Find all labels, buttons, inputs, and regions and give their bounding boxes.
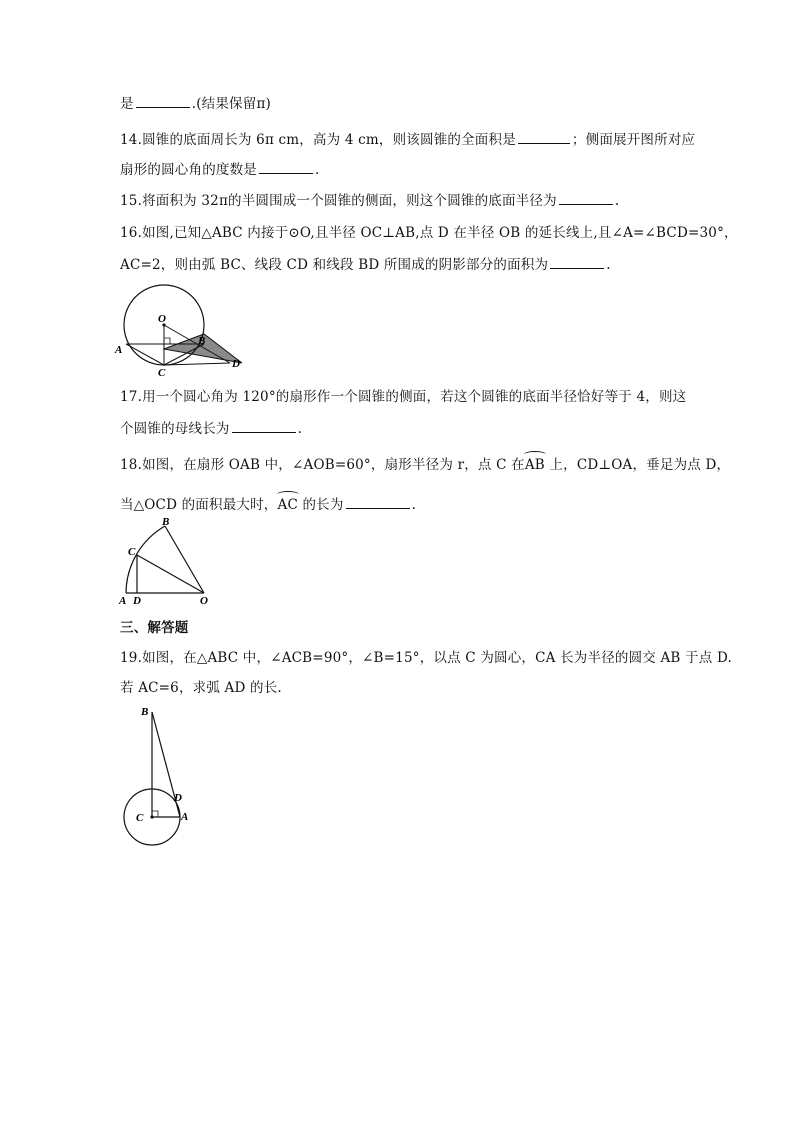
answer-blank[interactable]	[232, 418, 296, 433]
question-19-line1: 19.如图，在△ABC 中，∠ACB=90°，∠B=15°，以点 C 为圆心，CA 长为半径的圆交 AB 于点 D.	[120, 650, 732, 666]
answer-blank[interactable]	[518, 129, 570, 144]
label-d: D	[133, 595, 141, 607]
label-c: C	[128, 546, 136, 558]
question-16-line2: AC=2，则由弧 BC、线段 CD 和线段 BD 所围成的阴影部分的面积为 .	[120, 254, 611, 274]
arc-ab-symbol: AB	[525, 456, 545, 474]
segment-oc	[137, 555, 204, 593]
point-c	[150, 815, 153, 818]
answer-blank[interactable]	[136, 93, 190, 108]
question-19-line2: 若 AC=6，求弧 AD 的长.	[120, 680, 282, 696]
label-d: D	[232, 358, 240, 370]
label-d: D	[174, 792, 182, 804]
answer-blank[interactable]	[559, 190, 613, 205]
label-b: B	[141, 706, 149, 718]
label-a: A	[181, 811, 189, 823]
label-o: O	[200, 595, 208, 607]
label-a: A	[115, 344, 123, 356]
answer-blank[interactable]	[259, 159, 313, 174]
question-17-line2: 个圆锥的母线长为 .	[120, 418, 302, 438]
label-b: B	[198, 335, 206, 347]
right-angle-mark	[164, 338, 170, 344]
figure-19	[114, 700, 204, 850]
label-a: A	[119, 595, 127, 607]
question-14-line1: 14.圆锥的底面周长为 6π cm，高为 4 cm，则该圆锥的全面积是 ；侧面展开图所对应	[120, 129, 695, 149]
segment-ac	[126, 344, 164, 365]
label-c: C	[158, 367, 166, 379]
question-18-line2: 当△OCD 的面积最大时， AC 的长为 .	[120, 494, 416, 514]
figure-18	[114, 516, 214, 606]
arc-ac-symbol: AC	[278, 496, 298, 514]
question-14-line2: 扇形的圆心角的度数是 .	[120, 159, 320, 179]
label-o: O	[158, 313, 166, 325]
radius-ob	[165, 526, 204, 593]
question-15: 15.将面积为 32π的半圆围成一个圆锥的侧面，则这个圆锥的底面半径为 .	[120, 190, 619, 210]
line-answer-13: 是 .(结果保留π)	[120, 93, 271, 113]
question-16-line1: 16.如图,已知△ABC 内接于⊙O,且半径 OC⊥AB,点 D 在半径 OB 的延长线上,且∠A=∠BCD=30°，	[120, 225, 738, 241]
section-header: 三、解答题	[120, 620, 189, 636]
label-b: B	[162, 516, 170, 528]
answer-blank[interactable]	[550, 254, 604, 269]
label-c: C	[136, 812, 144, 824]
answer-blank[interactable]	[346, 494, 410, 509]
figure-16	[112, 286, 252, 379]
question-17-line1: 17.用一个圆心角为 120°的扇形作一个圆锥的侧面，若这个圆锥的底面半径恰好等于 4，则这	[120, 389, 687, 405]
question-18-line1: 18.如图，在扇形 OAB 中，∠AOB=60°，扇形半径为 r，点 C 在 AB 上，CD⊥OA，垂足为点 D，	[120, 456, 730, 474]
